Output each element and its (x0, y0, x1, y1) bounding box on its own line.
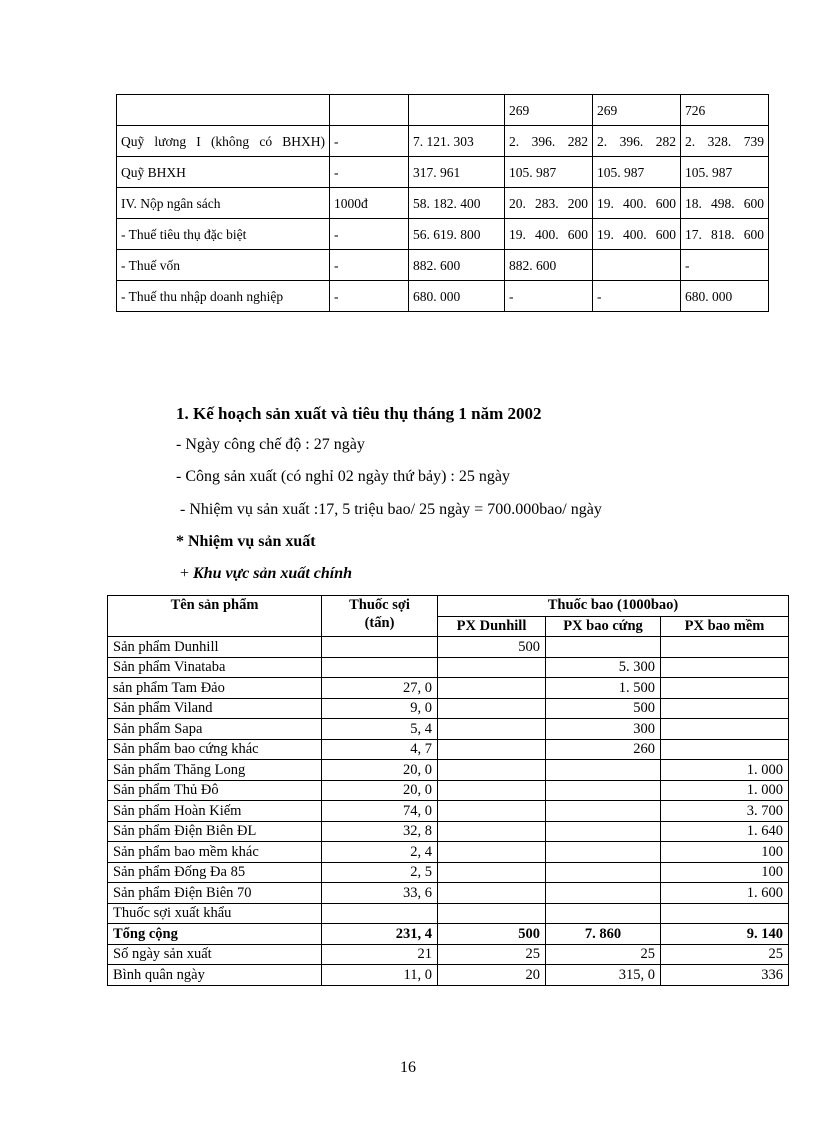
fiber-cell: 11, 0 (322, 965, 438, 986)
total-cell: 7. 121. 303 (409, 126, 505, 157)
table-row (108, 698, 789, 719)
table-row (108, 637, 789, 658)
row-label (117, 95, 330, 126)
dunhill-cell: 500 (438, 924, 546, 945)
page-number: 16 (400, 1059, 416, 1076)
table-row (117, 281, 769, 312)
dunhill-cell (438, 821, 546, 842)
fiber-cell: 74, 0 (322, 801, 438, 822)
paragraph-line: - Công sản xuất (có nghỉ 02 ngày thứ bảy) : 25 ngày (176, 468, 510, 485)
month-cell: 2. 396. 282 (505, 126, 593, 157)
hard-pack-cell: 260 (546, 739, 661, 760)
soft-pack-cell: 336 (661, 965, 789, 986)
production-table (107, 595, 789, 986)
subsection-line (180, 565, 352, 583)
table-row (117, 250, 769, 281)
dunhill-cell (438, 780, 546, 801)
fiber-cell: 2, 5 (322, 862, 438, 883)
hard-pack-cell (546, 862, 661, 883)
header-row (108, 596, 789, 617)
product-cell: Bình quân ngày (108, 965, 322, 986)
hard-pack-cell: 25 (546, 944, 661, 965)
soft-pack-cell (661, 739, 789, 760)
fiber-cell: 21 (322, 944, 438, 965)
hard-pack-cell: 1. 500 (546, 678, 661, 699)
section-heading: 1. Kế hoạch sản xuất và tiêu thụ tháng 1 năm 2002 (176, 404, 542, 423)
month-cell: - (505, 281, 593, 312)
soft-pack-cell: 1. 000 (661, 780, 789, 801)
unit-cell: - (330, 157, 409, 188)
dunhill-cell (438, 801, 546, 822)
fiber-cell (322, 657, 438, 678)
month-cell: 269 (593, 95, 681, 126)
dunhill-cell (438, 842, 546, 863)
average-row (108, 965, 789, 986)
month-cell: 17. 818. 600 (681, 219, 769, 250)
product-cell: Sản phẩm Hoàn Kiếm (108, 801, 322, 822)
soft-pack-cell (661, 657, 789, 678)
table-row (108, 883, 789, 904)
month-cell: 726 (681, 95, 769, 126)
budget-table (116, 94, 769, 312)
fiber-cell: 20, 0 (322, 760, 438, 781)
dunhill-cell (438, 903, 546, 924)
header-fiber-unit: (tấn) (364, 615, 395, 631)
month-cell: 882. 600 (505, 250, 593, 281)
month-cell: 2. 328. 739 (681, 126, 769, 157)
dunhill-cell (438, 698, 546, 719)
row-label: IV. Nộp ngân sách (117, 188, 330, 219)
hard-pack-cell (546, 903, 661, 924)
product-cell: Thuốc sợi xuất khẩu (108, 903, 322, 924)
dunhill-cell (438, 862, 546, 883)
soft-pack-cell: 100 (661, 842, 789, 863)
soft-pack-cell (661, 678, 789, 699)
unit-cell: - (330, 126, 409, 157)
total-cell: 58. 182. 400 (409, 188, 505, 219)
month-cell: 680. 000 (681, 281, 769, 312)
month-cell: 20. 283. 200 (505, 188, 593, 219)
fiber-cell: 33, 6 (322, 883, 438, 904)
days-row (108, 944, 789, 965)
table-row (117, 95, 769, 126)
table-row (108, 678, 789, 699)
header-px-hard: PX bao cứng (546, 616, 661, 637)
fiber-cell: 2, 4 (322, 842, 438, 863)
table-row (117, 157, 769, 188)
month-cell: 18. 498. 600 (681, 188, 769, 219)
header-fiber-label: Thuốc sợi (349, 597, 410, 613)
row-label: - Thuế tiêu thụ đặc biệt (117, 219, 330, 250)
month-cell: 19. 400. 600 (593, 188, 681, 219)
unit-cell: - (330, 250, 409, 281)
dunhill-cell (438, 760, 546, 781)
total-cell: 317. 961 (409, 157, 505, 188)
dunhill-cell (438, 883, 546, 904)
hard-pack-cell (546, 842, 661, 863)
month-cell: 19. 400. 600 (593, 219, 681, 250)
hard-pack-cell: 300 (546, 719, 661, 740)
product-cell: Sản phẩm Dunhill (108, 637, 322, 658)
month-cell: 105. 987 (681, 157, 769, 188)
month-cell: 105. 987 (593, 157, 681, 188)
dunhill-cell (438, 739, 546, 760)
product-cell: Sản phẩm Thủ Đô (108, 780, 322, 801)
total-row (108, 924, 789, 945)
table-row (108, 862, 789, 883)
table-row (117, 126, 769, 157)
product-cell: Sản phẩm Sapa (108, 719, 322, 740)
month-cell: 105. 987 (505, 157, 593, 188)
fiber-cell (322, 637, 438, 658)
fiber-cell: 5, 4 (322, 719, 438, 740)
dunhill-cell (438, 657, 546, 678)
product-cell: Sản phẩm Đống Đa 85 (108, 862, 322, 883)
row-label: Quỹ BHXH (117, 157, 330, 188)
product-cell: Sản phẩm bao mềm khác (108, 842, 322, 863)
month-cell: - (681, 250, 769, 281)
product-cell: Sản phẩm Điện Biên 70 (108, 883, 322, 904)
table-row (108, 801, 789, 822)
product-cell: Tổng cộng (108, 924, 322, 945)
total-cell: 680. 000 (409, 281, 505, 312)
soft-pack-cell: 1. 640 (661, 821, 789, 842)
dunhill-cell (438, 719, 546, 740)
soft-pack-cell: 9. 140 (661, 924, 789, 945)
month-cell (593, 250, 681, 281)
hard-pack-cell (546, 883, 661, 904)
total-cell (409, 95, 505, 126)
hard-pack-cell (546, 760, 661, 781)
hard-pack-cell: 7. 860 (546, 924, 661, 945)
hard-pack-cell (546, 637, 661, 658)
soft-pack-cell (661, 903, 789, 924)
table-row (108, 903, 789, 924)
fiber-cell: 32, 8 (322, 821, 438, 842)
unit-cell (330, 95, 409, 126)
month-cell: - (593, 281, 681, 312)
fiber-cell: 27, 0 (322, 678, 438, 699)
subsection-title: Khu vực sản xuất chính (193, 565, 352, 582)
fiber-cell: 20, 0 (322, 780, 438, 801)
header-product: Tên sản phẩm (108, 596, 322, 637)
hard-pack-cell: 5. 300 (546, 657, 661, 678)
hard-pack-cell: 500 (546, 698, 661, 719)
table-row (108, 821, 789, 842)
fiber-cell: 4, 7 (322, 739, 438, 760)
header-px-soft: PX bao mềm (661, 616, 789, 637)
soft-pack-cell: 1. 600 (661, 883, 789, 904)
table-row (117, 188, 769, 219)
bullet-prefix: + (180, 565, 194, 582)
hard-pack-cell (546, 780, 661, 801)
fiber-cell: 9, 0 (322, 698, 438, 719)
table-row (108, 739, 789, 760)
soft-pack-cell: 100 (661, 862, 789, 883)
header-fiber (322, 596, 438, 637)
row-label: - Thuế vốn (117, 250, 330, 281)
soft-pack-cell: 3. 700 (661, 801, 789, 822)
paragraph-line: - Ngày công chế độ : 27 ngày (176, 436, 365, 453)
soft-pack-cell (661, 637, 789, 658)
unit-cell: 1000đ (330, 188, 409, 219)
month-cell: 269 (505, 95, 593, 126)
table-row (108, 780, 789, 801)
total-cell: 882. 600 (409, 250, 505, 281)
product-cell: Số ngày sản xuất (108, 944, 322, 965)
row-label: - Thuế thu nhập doanh nghiệp (117, 281, 330, 312)
table-row (108, 657, 789, 678)
table-row (108, 760, 789, 781)
product-cell: Sản phẩm Vinataba (108, 657, 322, 678)
soft-pack-cell: 25 (661, 944, 789, 965)
dunhill-cell: 25 (438, 944, 546, 965)
product-cell: Sản phẩm bao cứng khác (108, 739, 322, 760)
product-cell: Sản phẩm Điện Biên ĐL (108, 821, 322, 842)
fiber-cell (322, 903, 438, 924)
unit-cell: - (330, 219, 409, 250)
total-cell: 56. 619. 800 (409, 219, 505, 250)
subheading: * Nhiệm vụ sản xuất (176, 533, 316, 550)
month-cell: 2. 396. 282 (593, 126, 681, 157)
fiber-cell: 231, 4 (322, 924, 438, 945)
table-row (117, 219, 769, 250)
soft-pack-cell: 1. 000 (661, 760, 789, 781)
soft-pack-cell (661, 698, 789, 719)
soft-pack-cell (661, 719, 789, 740)
dunhill-cell: 20 (438, 965, 546, 986)
paragraph-line: - Nhiệm vụ sản xuất :17, 5 triệu bao/ 25 ngày = 700.000bao/ ngày (180, 501, 602, 518)
product-cell: Sản phẩm Viland (108, 698, 322, 719)
hard-pack-cell (546, 801, 661, 822)
month-cell: 19. 400. 600 (505, 219, 593, 250)
dunhill-cell: 500 (438, 637, 546, 658)
header-pack-group: Thuốc bao (1000bao) (438, 596, 789, 617)
hard-pack-cell: 315, 0 (546, 965, 661, 986)
hard-pack-cell (546, 821, 661, 842)
dunhill-cell (438, 678, 546, 699)
header-px-dunhill: PX Dunhill (438, 616, 546, 637)
product-cell: sản phẩm Tam Đảo (108, 678, 322, 699)
product-cell: Sản phẩm Thăng Long (108, 760, 322, 781)
row-label: Quỹ lương I (không có BHXH) (117, 126, 330, 157)
table-row (108, 842, 789, 863)
table-row (108, 719, 789, 740)
unit-cell: - (330, 281, 409, 312)
